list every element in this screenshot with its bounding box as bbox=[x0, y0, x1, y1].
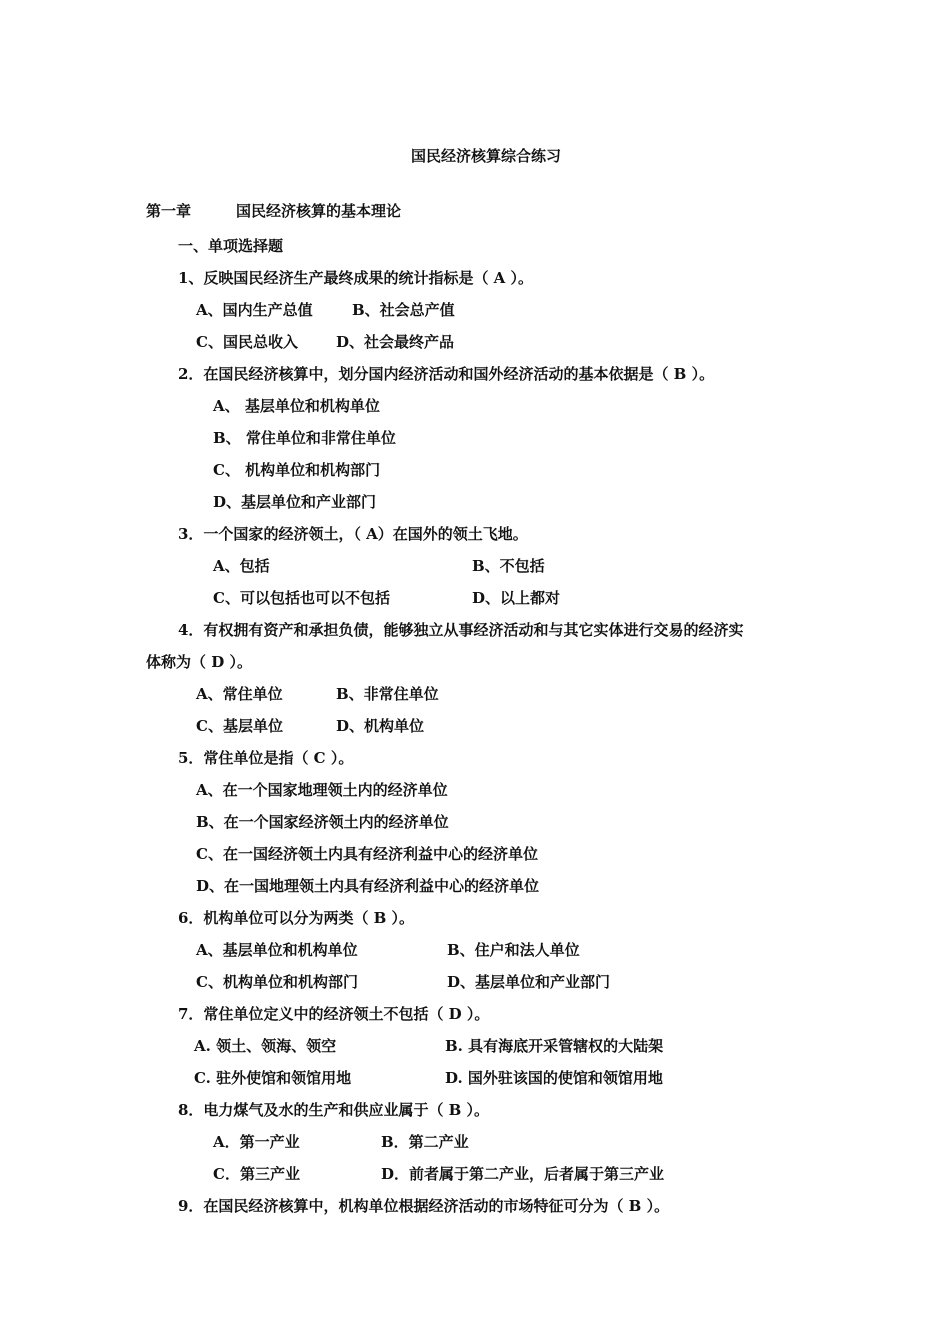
question-9-stem: 9．在国民经济核算中，机构单位根据经济活动的市场特征可分为（ B ）。 bbox=[178, 1197, 670, 1215]
question-7-option-c: C. 驻外使馆和领馆用地 bbox=[194, 1069, 352, 1087]
question-7-option-b: B. 具有海底开采管辖权的大陆架 bbox=[445, 1037, 664, 1055]
question-6-option-d: D、基层单位和产业部门 bbox=[447, 973, 611, 991]
question-3-option-d: D、以上都对 bbox=[472, 589, 561, 607]
question-5-option-d: D、在一国地理领土内具有经济利益中心的经济单位 bbox=[196, 877, 540, 895]
question-4-option-c: C、基层单位 bbox=[196, 717, 283, 735]
question-1-option-c: C、国民总收入 bbox=[196, 333, 298, 351]
question-2-option-b: B、 常住单位和非常住单位 bbox=[213, 429, 396, 447]
question-4-option-a: A、常住单位 bbox=[196, 685, 283, 703]
question-8-option-d: D．前者属于第二产业，后者属于第三产业 bbox=[381, 1165, 665, 1183]
question-3-stem: 3．一个国家的经济领土，（ A）在国外的领土飞地。 bbox=[178, 525, 528, 543]
chapter-title: 国民经济核算的基本理论 bbox=[236, 202, 402, 220]
question-4-stem-line-1: 4．有权拥有资产和承担负债，能够独立从事经济活动和与其它实体进行交易的经济实 bbox=[178, 621, 744, 639]
question-5-option-c: C、在一国经济领土内具有经济利益中心的经济单位 bbox=[196, 845, 538, 863]
question-6-option-a: A、基层单位和机构单位 bbox=[196, 941, 358, 959]
question-2-stem: 2．在国民经济核算中，划分国内经济活动和国外经济活动的基本依据是（ B ）。 bbox=[178, 365, 715, 383]
question-2-option-c: C、 机构单位和机构部门 bbox=[213, 461, 381, 479]
question-1-option-a: A、国内生产总值 bbox=[196, 301, 313, 319]
question-1-stem: 1、反映国民经济生产最终成果的统计指标是（ A ）。 bbox=[178, 269, 534, 287]
chapter-number: 第一章 bbox=[146, 202, 192, 220]
question-3-option-a: A、包括 bbox=[213, 557, 270, 575]
question-3-option-b: B、不包括 bbox=[472, 557, 545, 575]
question-4-option-b: B、非常住单位 bbox=[336, 685, 439, 703]
question-2-option-d: D、基层单位和产业部门 bbox=[213, 493, 377, 511]
question-5-option-b: B、在一个国家经济领土内的经济单位 bbox=[196, 813, 449, 831]
question-7-option-d: D. 国外驻该国的使馆和领馆用地 bbox=[445, 1069, 663, 1087]
question-5-option-a: A、在一个国家地理领土内的经济单位 bbox=[196, 781, 448, 799]
question-4-option-d: D、机构单位 bbox=[336, 717, 425, 735]
question-6-option-c: C、机构单位和机构部门 bbox=[196, 973, 358, 991]
question-1-option-b: B、社会总产值 bbox=[352, 301, 455, 319]
question-8-option-b: B．第二产业 bbox=[381, 1133, 469, 1151]
question-1-option-d: D、社会最终产品 bbox=[336, 333, 455, 351]
document-title: 国民经济核算综合练习 bbox=[411, 147, 562, 165]
question-5-stem: 5．常住单位是指（ C ）。 bbox=[178, 749, 354, 767]
question-8-option-c: C．第三产业 bbox=[213, 1165, 300, 1183]
question-6-option-b: B、住户和法人单位 bbox=[447, 941, 580, 959]
question-8-stem: 8．电力煤气及水的生产和供应业属于（ B ）。 bbox=[178, 1101, 490, 1119]
section-heading: 一、单项选择题 bbox=[178, 237, 284, 255]
question-8-option-a: A．第一产业 bbox=[213, 1133, 300, 1151]
question-4-stem-line-2: 体称为（ D ）。 bbox=[146, 653, 252, 671]
question-3-option-c: C、可以包括也可以不包括 bbox=[213, 589, 390, 607]
question-6-stem: 6．机构单位可以分为两类（ B ）。 bbox=[178, 909, 415, 927]
question-7-stem: 7．常住单位定义中的经济领土不包括（ D ）。 bbox=[178, 1005, 490, 1023]
question-2-option-a: A、 基层单位和机构单位 bbox=[213, 397, 380, 415]
question-7-option-a: A. 领土、领海、领空 bbox=[194, 1037, 337, 1055]
